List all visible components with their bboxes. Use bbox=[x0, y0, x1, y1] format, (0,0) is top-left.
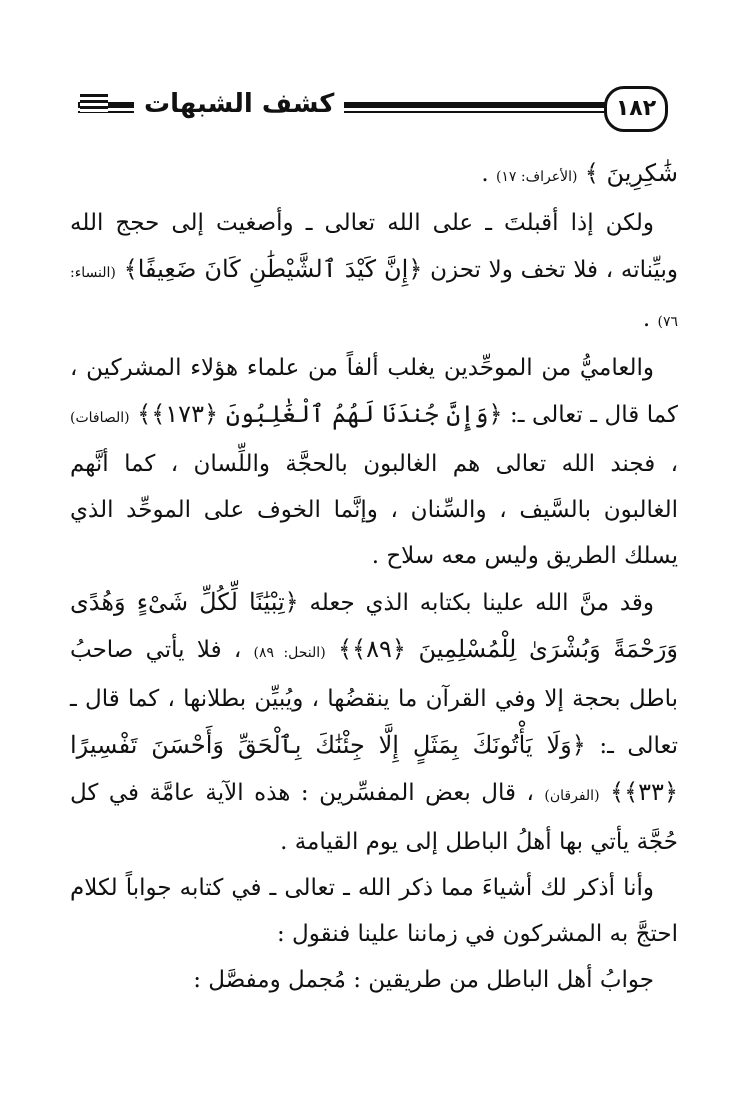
paragraph-2 bbox=[70, 200, 678, 345]
paragraph-text: وأنا أذكر لك أشياءَ مما ذكر الله ـ تعالى ـ في كتابه جواباً لكلام احتجَّ به المشركون في زماننا علينا فنقول : bbox=[70, 875, 678, 947]
verse-reference: (النساء: ٧٦) bbox=[70, 265, 678, 330]
paragraph-text-continued: ، فجند الله تعالى هم الغالبون بالحجَّة واللِّسان ، كما أنَّهم الغالبون بالسَّيف ، والسِّنان ، وإنَّما الخوف على الموحِّد الذي يسلك الطريق وليس معه سلاح . bbox=[70, 451, 678, 569]
quran-verse: ﴿تِبْيَٰنًا لِّكُلِّ شَىْءٍ وَهُدًى وَرَحْمَةً وَبُشْرَىٰ لِلْمُسْلِمِينَ ﴿٨٩﴾﴾ bbox=[70, 588, 678, 663]
quran-verse: ﴿إِنَّ كَيْدَ ٱلشَّيْطَٰنِ كَانَ ضَعِيفًا﴾ bbox=[123, 255, 423, 283]
paragraph-end: . bbox=[481, 161, 496, 187]
paragraph-4 bbox=[70, 579, 678, 865]
paragraph-text-final: ، قال بعض المفسِّرين : هذه الآية عامَّة في كل حُجَّة يأتي بها أهلُ الباطل إلى يوم القيامة . bbox=[70, 780, 678, 855]
quran-verse: ﴿وَإِنَّ جُندَنَا لَهُمُ ٱلْغَٰلِبُونَ ﴿١٧٣﴾﴾ bbox=[137, 400, 503, 428]
verse-reference-2: (الفرقان) bbox=[544, 788, 600, 804]
quran-verse: شَٰكِرِينَ ﴾ bbox=[584, 159, 678, 187]
paragraph-text-continued: ، فلا يأتي صاحبُ باطل بحجة إلا وفي القرآن ما ينقضُها ، ويُبيِّن بطلانها ، كما قال ـ تعالى ـ: bbox=[70, 637, 679, 759]
verse-reference: (الأعراف: ١٧) bbox=[495, 169, 578, 185]
header-ornament bbox=[80, 94, 108, 112]
page-header bbox=[78, 86, 668, 130]
verse-reference: (الصافات) bbox=[70, 410, 130, 426]
paragraph-end: . bbox=[642, 306, 658, 332]
quran-verse-2: ﴿وَلَا يَأْتُونَكَ بِمَثَلٍ إِلَّا جِئْنَٰكَ بِٱلْحَقِّ وَأَحْسَنَ تَفْسِيرًا ﴿٣٣﴾﴾ bbox=[70, 731, 678, 806]
paragraph-3 bbox=[70, 345, 678, 579]
paragraph-6 bbox=[70, 957, 678, 1003]
running-title: كشف الشبهات bbox=[134, 84, 344, 124]
paragraph-1 bbox=[70, 150, 678, 200]
paragraph-text: وقد منَّ الله علينا بكتابه الذي جعله bbox=[298, 590, 655, 616]
paragraph-text: والعاميُّ من الموحِّدين يغلب ألفاً من علماء هؤلاء المشركين ، كما قال ـ تعالى ـ: bbox=[70, 355, 679, 428]
paragraph-text: ولكن إذا أقبلتَ ـ على الله تعالى ـ وأصغيت إلى حجج الله وبيِّناته ، فلا تخف ولا تحزن bbox=[70, 210, 679, 283]
verse-reference: (النحل: ٨٩) bbox=[253, 645, 326, 661]
page-number: ١٨٢ bbox=[604, 86, 668, 132]
page-body bbox=[70, 150, 678, 1003]
paragraph-5 bbox=[70, 865, 678, 957]
paragraph-text: جوابُ أهل الباطل من طريقين : مُجمل ومفصَّل : bbox=[193, 967, 654, 993]
